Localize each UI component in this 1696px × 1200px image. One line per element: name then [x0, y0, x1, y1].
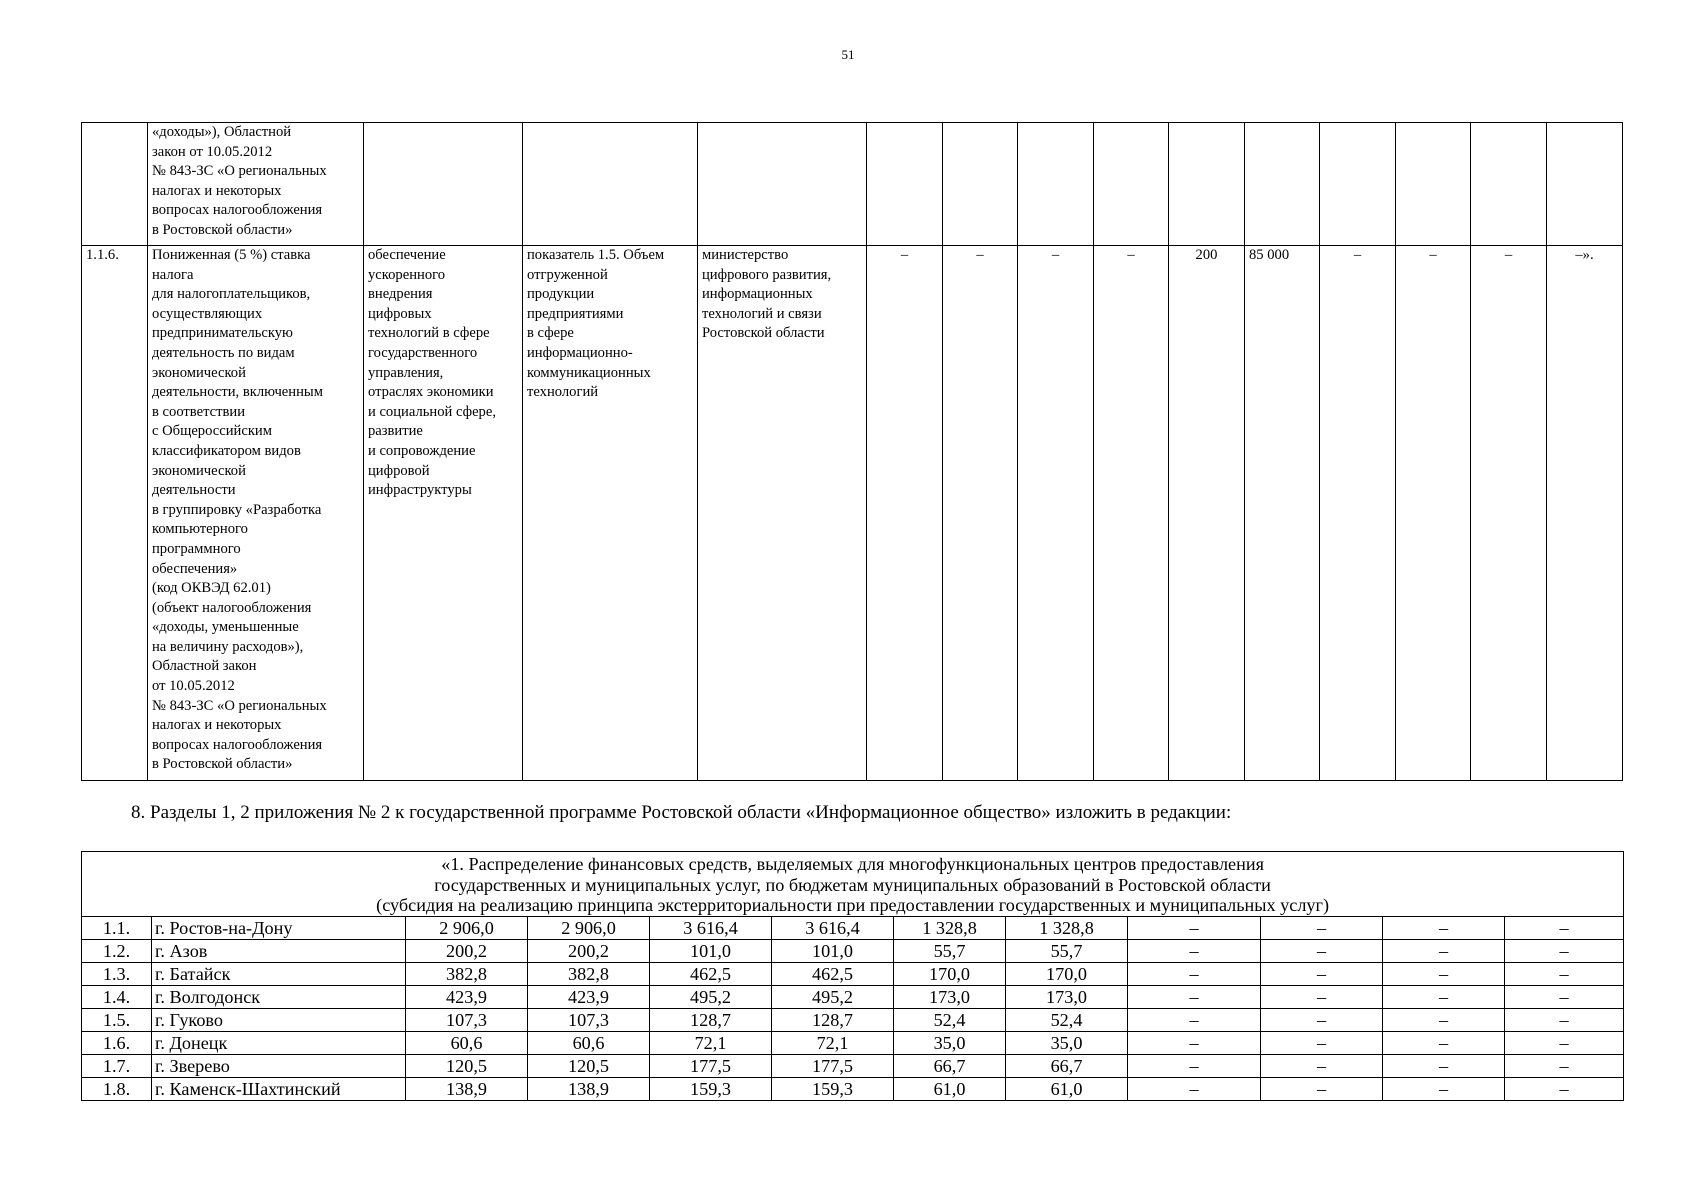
amount-cell: – [1383, 916, 1505, 939]
value-cell: – [1094, 246, 1169, 781]
amount-cell: – [1383, 962, 1505, 985]
table-title: «1. Распределение финансовых средств, выделяемых для многофункциональных центров предоставления государственных и муниципальных услуг, по бюджетам муниципальных образований в Ростовской области (субсидия на реализацию принципа экстерриториальности при предоставлении государственных и муниципальных услуг) [82, 852, 1624, 917]
tax-benefit-name-cell: Пониженная (5 %) ставка налога для налогоплательщиков, осуществляющих предпринимательскую деятельность по видам экономической деятельности, включенным в соответствии с Общероссийским классификатором видов экономической деятельности в группировку «Разработка компьютерного программного обеспечения» (код ОКВЭД 62.01) (объект налогообложения «доходы, уменьшенные на величину расходов»), Областной закон от 10.05.2012 № 843-ЗС «О региональных налогах и некоторых вопросах налогообложения в Ростовской области» [148, 246, 364, 781]
amount-cell: 35,0 [1006, 1031, 1128, 1054]
amount-cell: – [1128, 1031, 1261, 1054]
municipality-name-cell: г. Гуково [152, 1008, 406, 1031]
amount-cell: 462,5 [650, 962, 772, 985]
table-row [82, 1008, 1624, 1031]
amount-cell: – [1505, 939, 1624, 962]
municipality-name-cell: г. Каменск-Шахтинский [152, 1077, 406, 1100]
amount-cell: 462,5 [772, 962, 894, 985]
goal-cell: обеспечение ускоренного внедрения цифровых технологий в сфере государственного управления, отраслях экономики и социальной сфере, развитие и сопровождение цифровой инфраструктуры [364, 246, 523, 781]
value-cell [1547, 123, 1623, 246]
amount-cell: 495,2 [650, 985, 772, 1008]
value-cell: – [1471, 246, 1547, 781]
amount-cell: 55,7 [1006, 939, 1128, 962]
amount-cell: – [1128, 985, 1261, 1008]
value-cell [1396, 123, 1471, 246]
amount-cell: – [1261, 985, 1383, 1008]
row-number-cell: 1.7. [82, 1054, 152, 1077]
row-number-cell: 1.5. [82, 1008, 152, 1031]
municipality-name-cell: г. Азов [152, 939, 406, 962]
amount-cell: 382,8 [406, 962, 528, 985]
amount-cell: 60,6 [406, 1031, 528, 1054]
amount-cell: – [1383, 1054, 1505, 1077]
municipality-name-cell: г. Донецк [152, 1031, 406, 1054]
row-number-cell: 1.3. [82, 962, 152, 985]
value-cell [1471, 123, 1547, 246]
table-row-1-1-6 [82, 246, 1623, 781]
amount-cell: – [1383, 939, 1505, 962]
municipality-name-cell: г. Волгодонск [152, 985, 406, 1008]
amount-cell: 170,0 [1006, 962, 1128, 985]
amount-cell: 128,7 [650, 1008, 772, 1031]
amount-cell: – [1261, 939, 1383, 962]
value-cell [943, 123, 1018, 246]
amount-cell: 173,0 [1006, 985, 1128, 1008]
table-row [82, 916, 1624, 939]
amount-cell: 177,5 [650, 1054, 772, 1077]
amount-cell: 61,0 [894, 1077, 1006, 1100]
table-row [82, 985, 1624, 1008]
amount-cell: 107,3 [528, 1008, 650, 1031]
municipality-name-cell: г. Зверево [152, 1054, 406, 1077]
amount-cell: 128,7 [772, 1008, 894, 1031]
value-cell [1320, 123, 1396, 246]
amount-cell: – [1505, 1008, 1624, 1031]
amount-cell: – [1383, 985, 1505, 1008]
amount-cell: – [1128, 1077, 1261, 1100]
funds-distribution-table [81, 851, 1624, 1101]
amount-cell: 423,9 [528, 985, 650, 1008]
tax-benefit-name-cell: «доходы»), Областной закон от 10.05.2012 № 843-ЗС «О региональных налогах и некоторых вопросах налогообложения в Ростовской области» [148, 123, 364, 246]
amount-cell: 423,9 [406, 985, 528, 1008]
amount-cell: 61,0 [1006, 1077, 1128, 1100]
amount-cell: – [1128, 962, 1261, 985]
table-row [82, 1031, 1624, 1054]
amount-cell: 200,2 [406, 939, 528, 962]
amount-cell: – [1261, 1054, 1383, 1077]
row-number-cell: 1.8. [82, 1077, 152, 1100]
curator-cell [698, 123, 867, 246]
value-cell: – [1018, 246, 1094, 781]
amount-cell: – [1505, 1054, 1624, 1077]
curator-cell: министерство цифрового развития, информационных технологий и связи Ростовской области [698, 246, 867, 781]
amount-cell: – [1261, 1077, 1383, 1100]
value-cell: – [943, 246, 1018, 781]
amount-cell: 1 328,8 [1006, 916, 1128, 939]
municipality-name-cell: г. Батайск [152, 962, 406, 985]
amount-cell: 72,1 [772, 1031, 894, 1054]
amount-cell: 72,1 [650, 1031, 772, 1054]
amount-cell: – [1261, 916, 1383, 939]
amount-cell: 3 616,4 [650, 916, 772, 939]
value-cell: – [867, 246, 943, 781]
row-number-cell: 1.1.6. [82, 246, 148, 781]
value-cell [1245, 123, 1320, 246]
amount-cell: 66,7 [1006, 1054, 1128, 1077]
amount-cell: 1 328,8 [894, 916, 1006, 939]
amount-cell: 382,8 [528, 962, 650, 985]
table-row [82, 939, 1624, 962]
value-cell: 85 000 [1245, 246, 1320, 781]
value-cell: – [1396, 246, 1471, 781]
municipality-name-cell: г. Ростов-на-Дону [152, 916, 406, 939]
amount-cell: 495,2 [772, 985, 894, 1008]
row-number-cell: 1.2. [82, 939, 152, 962]
amount-cell: – [1383, 1031, 1505, 1054]
value-cell [1169, 123, 1245, 246]
amount-cell: 138,9 [528, 1077, 650, 1100]
amount-cell: 170,0 [894, 962, 1006, 985]
value-cell: –». [1547, 246, 1623, 781]
amount-cell: – [1505, 962, 1624, 985]
indicator-cell: показатель 1.5. Объем отгруженной продукции предприятиями в сфере информационно- коммуникационных технологий [523, 246, 698, 781]
tax-expenditures-table [81, 122, 1623, 781]
value-cell: 200 [1169, 246, 1245, 781]
amount-cell: 159,3 [650, 1077, 772, 1100]
row-number-cell [82, 123, 148, 246]
amount-cell: 2 906,0 [528, 916, 650, 939]
amount-cell: – [1383, 1008, 1505, 1031]
value-cell [1018, 123, 1094, 246]
amount-cell: – [1128, 1008, 1261, 1031]
amount-cell: – [1505, 985, 1624, 1008]
amount-cell: 177,5 [772, 1054, 894, 1077]
amount-cell: 3 616,4 [772, 916, 894, 939]
amount-cell: 2 906,0 [406, 916, 528, 939]
row-number-cell: 1.6. [82, 1031, 152, 1054]
value-cell [867, 123, 943, 246]
amount-cell: – [1505, 1031, 1624, 1054]
indicator-cell [523, 123, 698, 246]
paragraph-8: 8. Разделы 1, 2 приложения № 2 к государственной программе Ростовской области «Информационное общество» изложить в редакции: [131, 802, 1232, 823]
table-row [82, 962, 1624, 985]
row-number-cell: 1.4. [82, 985, 152, 1008]
amount-cell: – [1383, 1077, 1505, 1100]
value-cell: – [1320, 246, 1396, 781]
table-row [82, 1077, 1624, 1100]
amount-cell: – [1261, 962, 1383, 985]
amount-cell: 101,0 [772, 939, 894, 962]
value-cell [1094, 123, 1169, 246]
amount-cell: 200,2 [528, 939, 650, 962]
goal-cell [364, 123, 523, 246]
amount-cell: 107,3 [406, 1008, 528, 1031]
amount-cell: – [1128, 916, 1261, 939]
amount-cell: 159,3 [772, 1077, 894, 1100]
amount-cell: 66,7 [894, 1054, 1006, 1077]
table-title-row [82, 852, 1624, 917]
amount-cell: 173,0 [894, 985, 1006, 1008]
amount-cell: 138,9 [406, 1077, 528, 1100]
amount-cell: – [1505, 916, 1624, 939]
amount-cell: 52,4 [1006, 1008, 1128, 1031]
page-number: 51 [841, 47, 855, 62]
table-row [82, 1054, 1624, 1077]
amount-cell: – [1261, 1008, 1383, 1031]
amount-cell: – [1261, 1031, 1383, 1054]
amount-cell: 55,7 [894, 939, 1006, 962]
amount-cell: – [1128, 939, 1261, 962]
row-number-cell: 1.1. [82, 916, 152, 939]
amount-cell: – [1505, 1077, 1624, 1100]
amount-cell: 120,5 [528, 1054, 650, 1077]
amount-cell: 120,5 [406, 1054, 528, 1077]
amount-cell: 60,6 [528, 1031, 650, 1054]
amount-cell: 35,0 [894, 1031, 1006, 1054]
amount-cell: 101,0 [650, 939, 772, 962]
table-row-continuation [82, 123, 1623, 246]
amount-cell: 52,4 [894, 1008, 1006, 1031]
amount-cell: – [1128, 1054, 1261, 1077]
